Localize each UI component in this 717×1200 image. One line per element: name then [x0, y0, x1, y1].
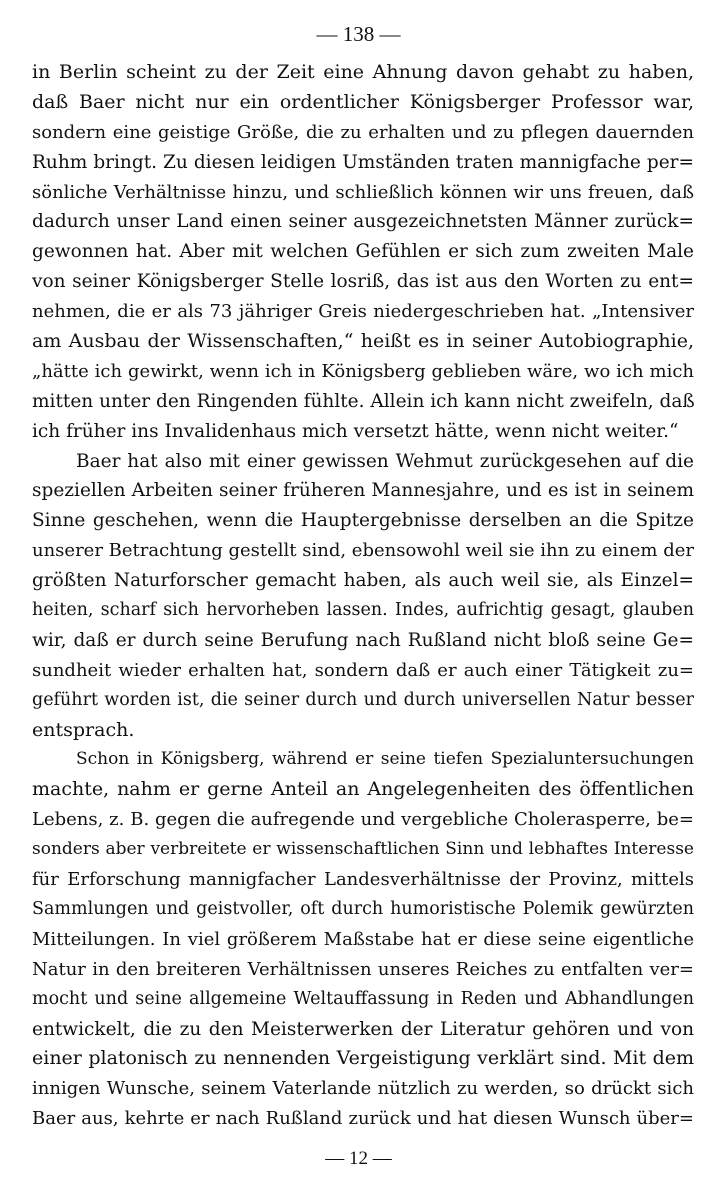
- text-line: Lebens, z. B. gegen die aufregende und vergebliche Cholerasperre, be=: [32, 809, 694, 831]
- text-line: sonders aber verbreitete er wissenschaftlichen Sinn und lebhaftes Interesse: [32, 839, 694, 860]
- text-line: einer platonisch zu nennenden Vergeistigung verklärt sind. Mit dem: [32, 1047, 694, 1070]
- text-line: machte, nahm er gerne Anteil an Angelegenheiten des öffentlichen: [32, 778, 694, 801]
- text-line: wir, daß er durch seine Berufung nach Rußland nicht bloß seine Ge=: [32, 629, 694, 651]
- text-line: Baer hat also mit einer gewissen Wehmut zurückgesehen auf die: [76, 450, 694, 472]
- text-line: Natur in den breiteren Verhältnissen unseres Reiches zu entfalten ver=: [32, 958, 694, 980]
- text-line: größten Naturforscher gemacht haben, als auch weil sie, als Einzel=: [32, 570, 694, 592]
- text-line: „hätte ich gewirkt, wenn ich in Königsberg geblieben wäre, wo ich mich: [32, 360, 694, 382]
- text-line: sönliche Verhältnisse hinzu, und schließlich können wir uns freuen, daß: [32, 181, 694, 203]
- text-line: gewonnen hat. Aber mit welchen Gefühlen er sich zum zweiten Male: [32, 241, 694, 263]
- text-line: unserer Betrachtung gestellt sind, ebensowohl weil sie ihn zu einem der: [32, 540, 694, 562]
- body-text: [32, 58, 694, 1134]
- text-line: speziellen Arbeiten seiner früheren Mannesjahre, und es ist in seinem: [32, 480, 694, 502]
- text-line: entwickelt, die zu den Meisterwerken der Literatur gehören und von: [32, 1018, 694, 1040]
- text-line: heiten, scharf sich hervorheben lassen. Indes, aufrichtig gesagt, glauben: [32, 600, 694, 621]
- text-line: Sammlungen und geistvoller, oft durch humoristische Polemik gewürzten: [32, 898, 694, 919]
- text-line: am Ausbau der Wissenschaften,“ heißt es in seiner Autobiographie,: [32, 330, 694, 353]
- text-line: sundheit wieder erhalten hat, sondern daß er auch einer Tätigkeit zu=: [32, 659, 694, 681]
- text-line: für Erforschung mannigfacher Landesverhältnisse der Provinz, mittels: [32, 869, 694, 891]
- text-line: ich früher ins Invalidenhaus mich versetzt hätte, wenn nicht weiter.“: [32, 420, 679, 442]
- text-line: nehmen, die er als 73 jähriger Greis niedergeschrieben hat. „Intensiver: [32, 301, 694, 323]
- text-line: Mitteilungen. In viel größerem Maßstabe hat er diese seine eigentliche: [32, 928, 694, 950]
- text-line: sondern eine geistige Größe, die zu erhalten und zu pflegen dauernden: [32, 121, 694, 143]
- page-number: — 138 —: [316, 22, 401, 46]
- text-line: in Berlin scheint zu der Zeit eine Ahnung davon gehabt zu haben,: [32, 61, 694, 83]
- text-line: mitten unter den Ringenden fühlte. Allein ich kann nicht zweifeln, daß: [32, 390, 695, 412]
- text-line: dadurch unser Land einen seiner ausgezeichnetsten Männer zurück=: [32, 211, 694, 233]
- text-line: mocht und seine allgemeine Weltauffassung in Reden und Abhandlungen: [32, 988, 694, 1009]
- text-line: von seiner Königsberger Stelle losriß, das ist aus den Worten zu ent=: [32, 271, 694, 293]
- text-line: daß Baer nicht nur ein ordentlicher Königsberger Professor war,: [32, 90, 694, 113]
- printer-signature: — 12 —: [325, 1148, 392, 1169]
- text-line: Baer aus, kehrte er nach Rußland zurück und hat diesen Wunsch über=: [32, 1108, 694, 1130]
- text-line: Ruhm bringt. Zu diesen leidigen Umständen traten mannigfache per=: [32, 151, 694, 173]
- text-line: Schon in Königsberg, während er seine tiefen Spezialuntersuchungen: [76, 749, 694, 770]
- text-line: entsprach.: [32, 718, 135, 741]
- text-line: geführt worden ist, die seiner durch und durch universellen Natur besser: [32, 689, 694, 710]
- text-line: innigen Wunsche, seinem Vaterlande nützlich zu werden, so drückt sich: [32, 1078, 694, 1100]
- text-line: Sinne geschehen, wenn die Hauptergebnisse derselben an die Spitze: [32, 510, 694, 532]
